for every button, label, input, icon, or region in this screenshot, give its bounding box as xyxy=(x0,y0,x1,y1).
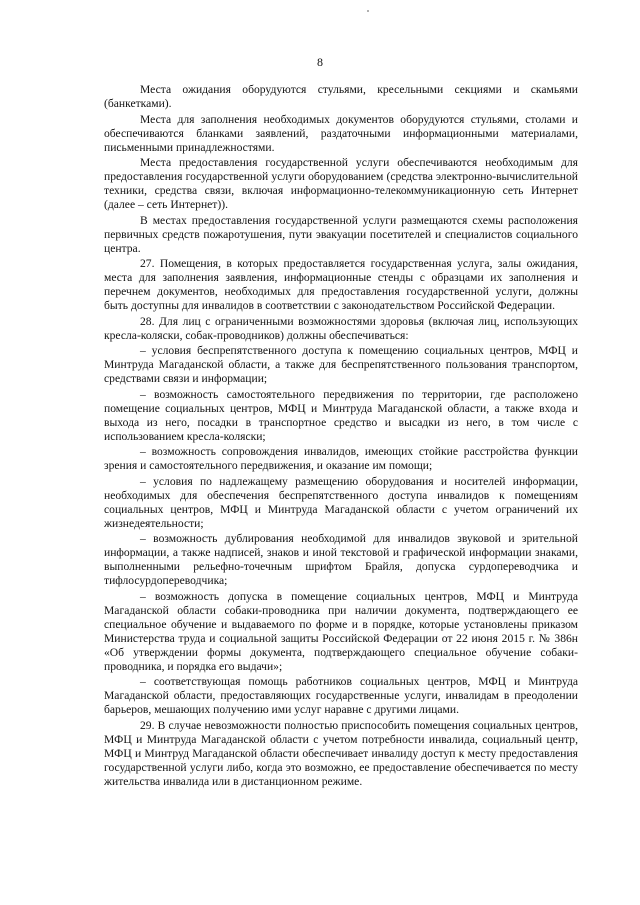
scan-dot xyxy=(367,10,369,12)
list-item: – возможность сопровождения инвалидов, имеющих стойкие расстройства функции зрения и самостоятельного передвижения, и оказание им помощи; xyxy=(104,445,578,472)
list-item: – возможность дублирования необходимой для инвалидов звуковой и зрительной информации, а также надписей, знаков и иной текстовой и графической информации знаками, выполненными рельефно-точечным шрифтом Брайля, допуска сурдопереводчика и тифлосурдопереводчика; xyxy=(104,532,578,587)
paragraph: 28. Для лиц с ограниченными возможностями здоровья (включая лиц, использующих кресла-коляски, собак-проводников) должны обеспечиваться: xyxy=(104,314,578,342)
list-item: – условия по надлежащему размещению оборудования и носителей информации, необходимых для обеспечения беспрепятственного доступа инвалидов к помещениям социальных центров, МФЦ и Минтруда Магаданской области с учетом ограничений их жизнедеятельности; xyxy=(104,474,578,530)
list-item: – возможность допуска в помещение социальных центров, МФЦ и Минтруда Магаданской области собаки-проводника при наличии документа, подтверждающего ее специальное обучение и выдаваемого по форме и в порядке, которые установлены приказом Министерства труда и социальной защиты Российской Федерации от 22 июня 2015 г. № 386н «Об утверждении формы документа, подтверждающего специальное обучение собаки-проводника, и порядка его выдачи»; xyxy=(104,589,578,673)
list-item: – условия беспрепятственного доступа к помещению социальных центров, МФЦ и Минтруда Магаданской области, а также для беспрепятственного пользования транспортом, средствами связи и информации; xyxy=(104,344,578,385)
paragraph: В местах предоставления государственной услуги размещаются схемы расположения первичных средств пожаротушения, пути эвакуации посетителей и специалистов социального центра. xyxy=(104,213,578,255)
list-item: – соответствующая помощь работников социальных центров, МФЦ и Минтруда Магаданской области, предоставляющих государственные услуги, инвалидам в преодолении барьеров, мешающих получению ими услуг наравне с другими лицами. xyxy=(104,675,578,716)
list-item: – возможность самостоятельного передвижения по территории, где расположено помещение социальных центров, МФЦ и Минтруда Магаданской области, а также входа и выхода из него, посадки в транспортное средство и высадки из него, в том числе с использованием кресла-коляски; xyxy=(104,387,578,443)
page-number: 8 xyxy=(317,55,323,69)
paragraph: Места ожидания оборудуются стульями, кресельными секциями и скамьями (банкетками). xyxy=(104,83,578,110)
document-body xyxy=(104,83,578,790)
paragraph: 29. В случае невозможности полностью приспособить помещения социальных центров, МФЦ и Минтруда Магаданской области с учетом потребности инвалида, социальный центр, МФЦ и Минтруд Магаданской области обеспечивает инвалиду доступ к месту предоставления государственной услуги либо, когда это возможно, ее предоставление обеспечивается по месту жительства инвалида или в дистанционном режиме. xyxy=(104,718,578,788)
paragraph: 27. Помещения, в которых предоставляется государственная услуга, залы ожидания, места для заполнения заявления, информационные стенды с образцами их заполнения и перечнем документов, необходимых для предоставления государственной услуги, должны быть доступны для инвалидов в соответствии с законодательством Российской Федерации. xyxy=(104,257,578,312)
paragraph: Места предоставления государственной услуги обеспечиваются необходимым для предоставления государственной услуги оборудованием (средства электронно-вычислительной техники, средства связи, включая информационно-телекоммуникационную сеть Интернет (далее – сеть Интернет)). xyxy=(104,156,578,211)
paragraph: Места для заполнения необходимых документов оборудуются стульями, столами и обеспечиваются бланками заявлений, раздаточными информационными материалами, письменными принадлежностями. xyxy=(104,112,578,154)
